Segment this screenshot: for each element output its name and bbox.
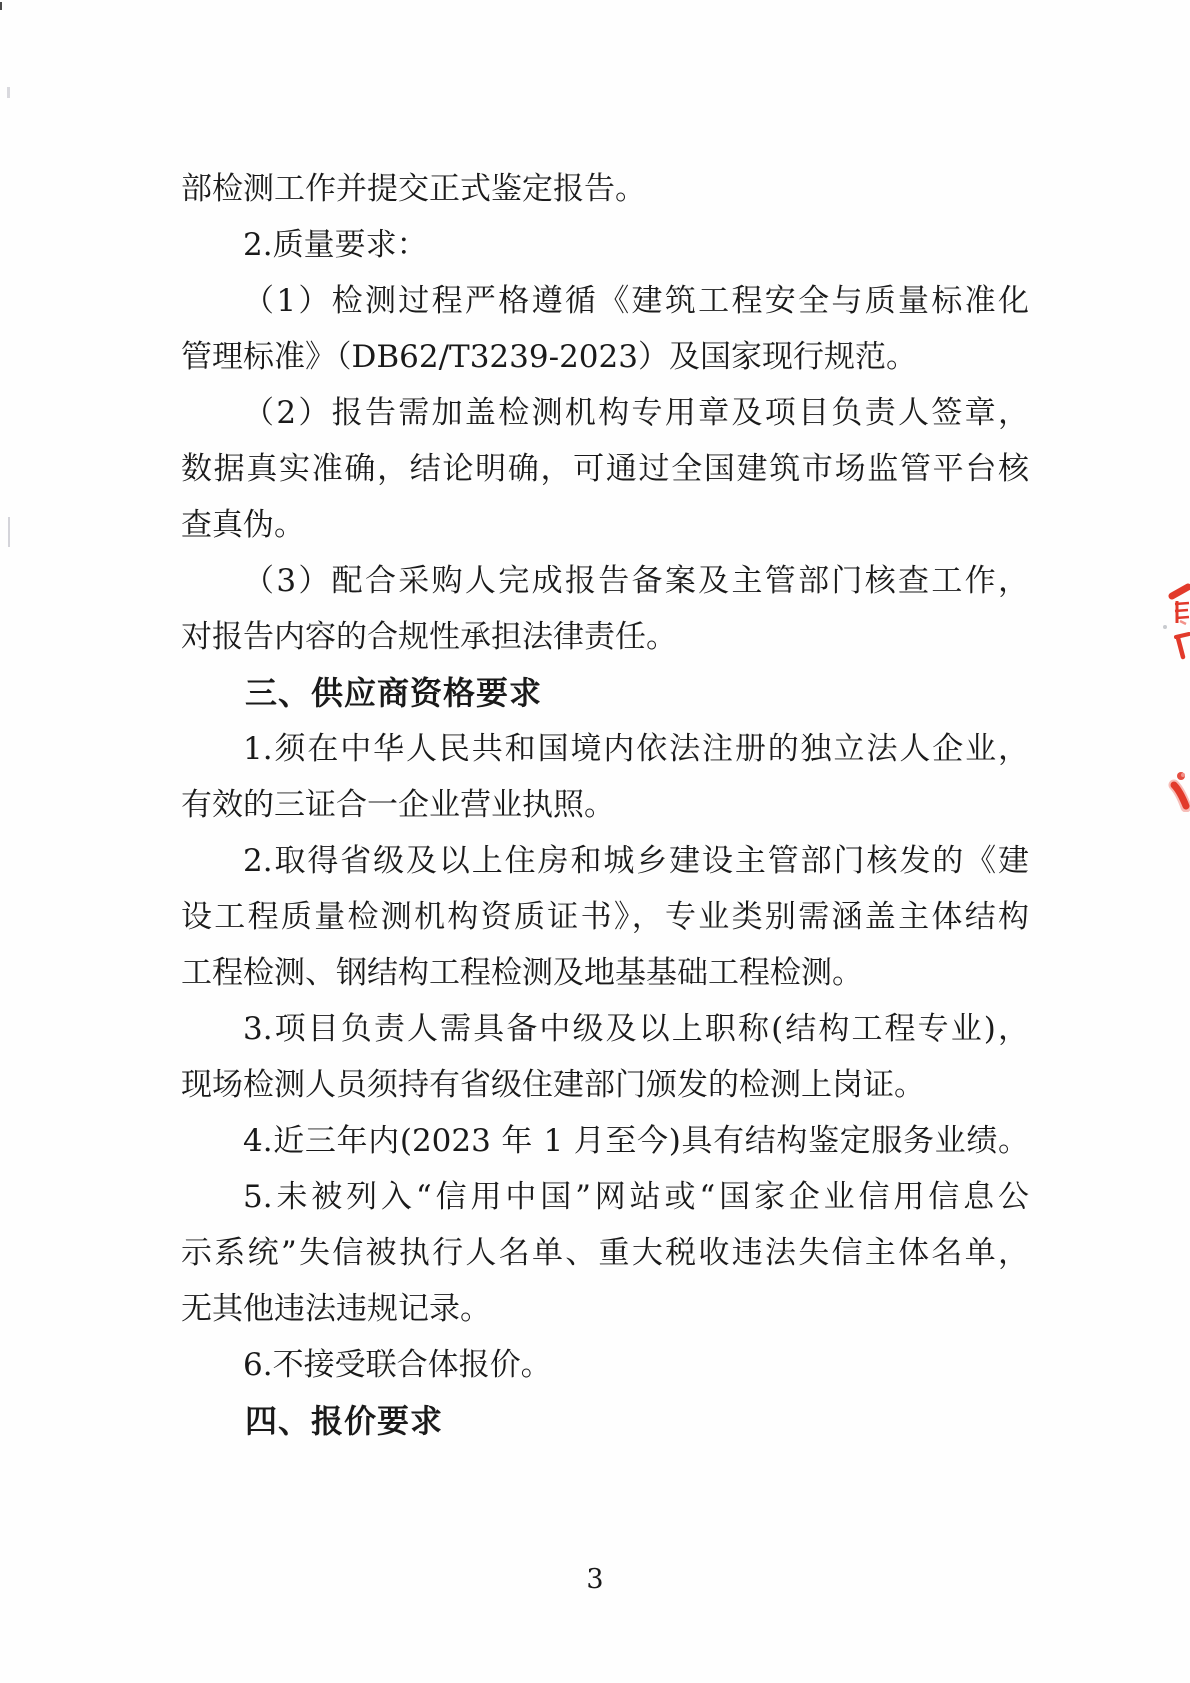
body-text-line: 示系统”失信被执行人名单、重大税收违法失信主体名单， — [181, 1235, 1029, 1271]
stamp-mark-lower — [1168, 768, 1190, 812]
body-text-line: 管理标准》（DB62/T3239-2023）及国家现行规范。 — [181, 339, 917, 375]
body-text-line: 设工程质量检测机构资质证书》，专业类别需涵盖主体结构 — [181, 899, 1029, 935]
body-text-line: 有效的三证合一企业营业执照。 — [181, 787, 615, 823]
body-text-line: （3）配合采购人完成报告备案及主管部门核查工作， — [243, 563, 1029, 599]
scan-artifact-corner-tick — [0, 2, 2, 10]
body-text-line: 查真伪。 — [181, 507, 305, 543]
scan-artifact-left-upper — [7, 87, 10, 98]
stamp-mark-upper — [1160, 580, 1190, 660]
body-text-line: （1）检测过程严格遵循《建筑工程安全与质量标准化 — [243, 283, 1029, 319]
document-body — [181, 161, 1029, 1449]
body-text-line: 5.未被列入“信用中国”网站或“国家企业信用信息公 — [243, 1179, 1029, 1215]
body-text-line: 对报告内容的合规性承担法律责任。 — [181, 619, 677, 655]
body-text-line: 数据真实准确，结论明确，可通过全国建筑市场监管平台核 — [181, 451, 1029, 487]
body-text-line: 现场检测人员须持有省级住建部门颁发的检测上岗证。 — [181, 1067, 925, 1103]
body-text-line: 工程检测、钢结构工程检测及地基基础工程检测。 — [181, 955, 863, 991]
body-text-line: 2.质量要求： — [243, 227, 428, 263]
body-text-line: 4.近三年内(2023 年 1 月至今)具有结构鉴定服务业绩。 — [243, 1123, 1029, 1159]
body-text-line: 无其他违法违规记录。 — [181, 1291, 491, 1327]
scan-artifact-left-lower — [8, 517, 10, 547]
body-text-line: （2）报告需加盖检测机构专用章及项目负责人签章， — [243, 395, 1029, 431]
body-text-line: 6.不接受联合体报价。 — [243, 1347, 552, 1383]
body-text-line: 部检测工作并提交正式鉴定报告。 — [181, 171, 646, 207]
page-number: 3 — [586, 1564, 604, 1595]
section-heading: 三、供应商资格要求 — [245, 674, 543, 712]
body-text-line: 2.取得省级及以上住房和城乡建设主管部门核发的《建 — [243, 843, 1029, 879]
section-heading: 四、报价要求 — [245, 1402, 444, 1440]
body-text-line: 1.须在中华人民共和国境内依法注册的独立法人企业， — [243, 731, 1029, 767]
body-text-line: 3.项目负责人需具备中级及以上职称(结构工程专业)， — [243, 1011, 1029, 1047]
